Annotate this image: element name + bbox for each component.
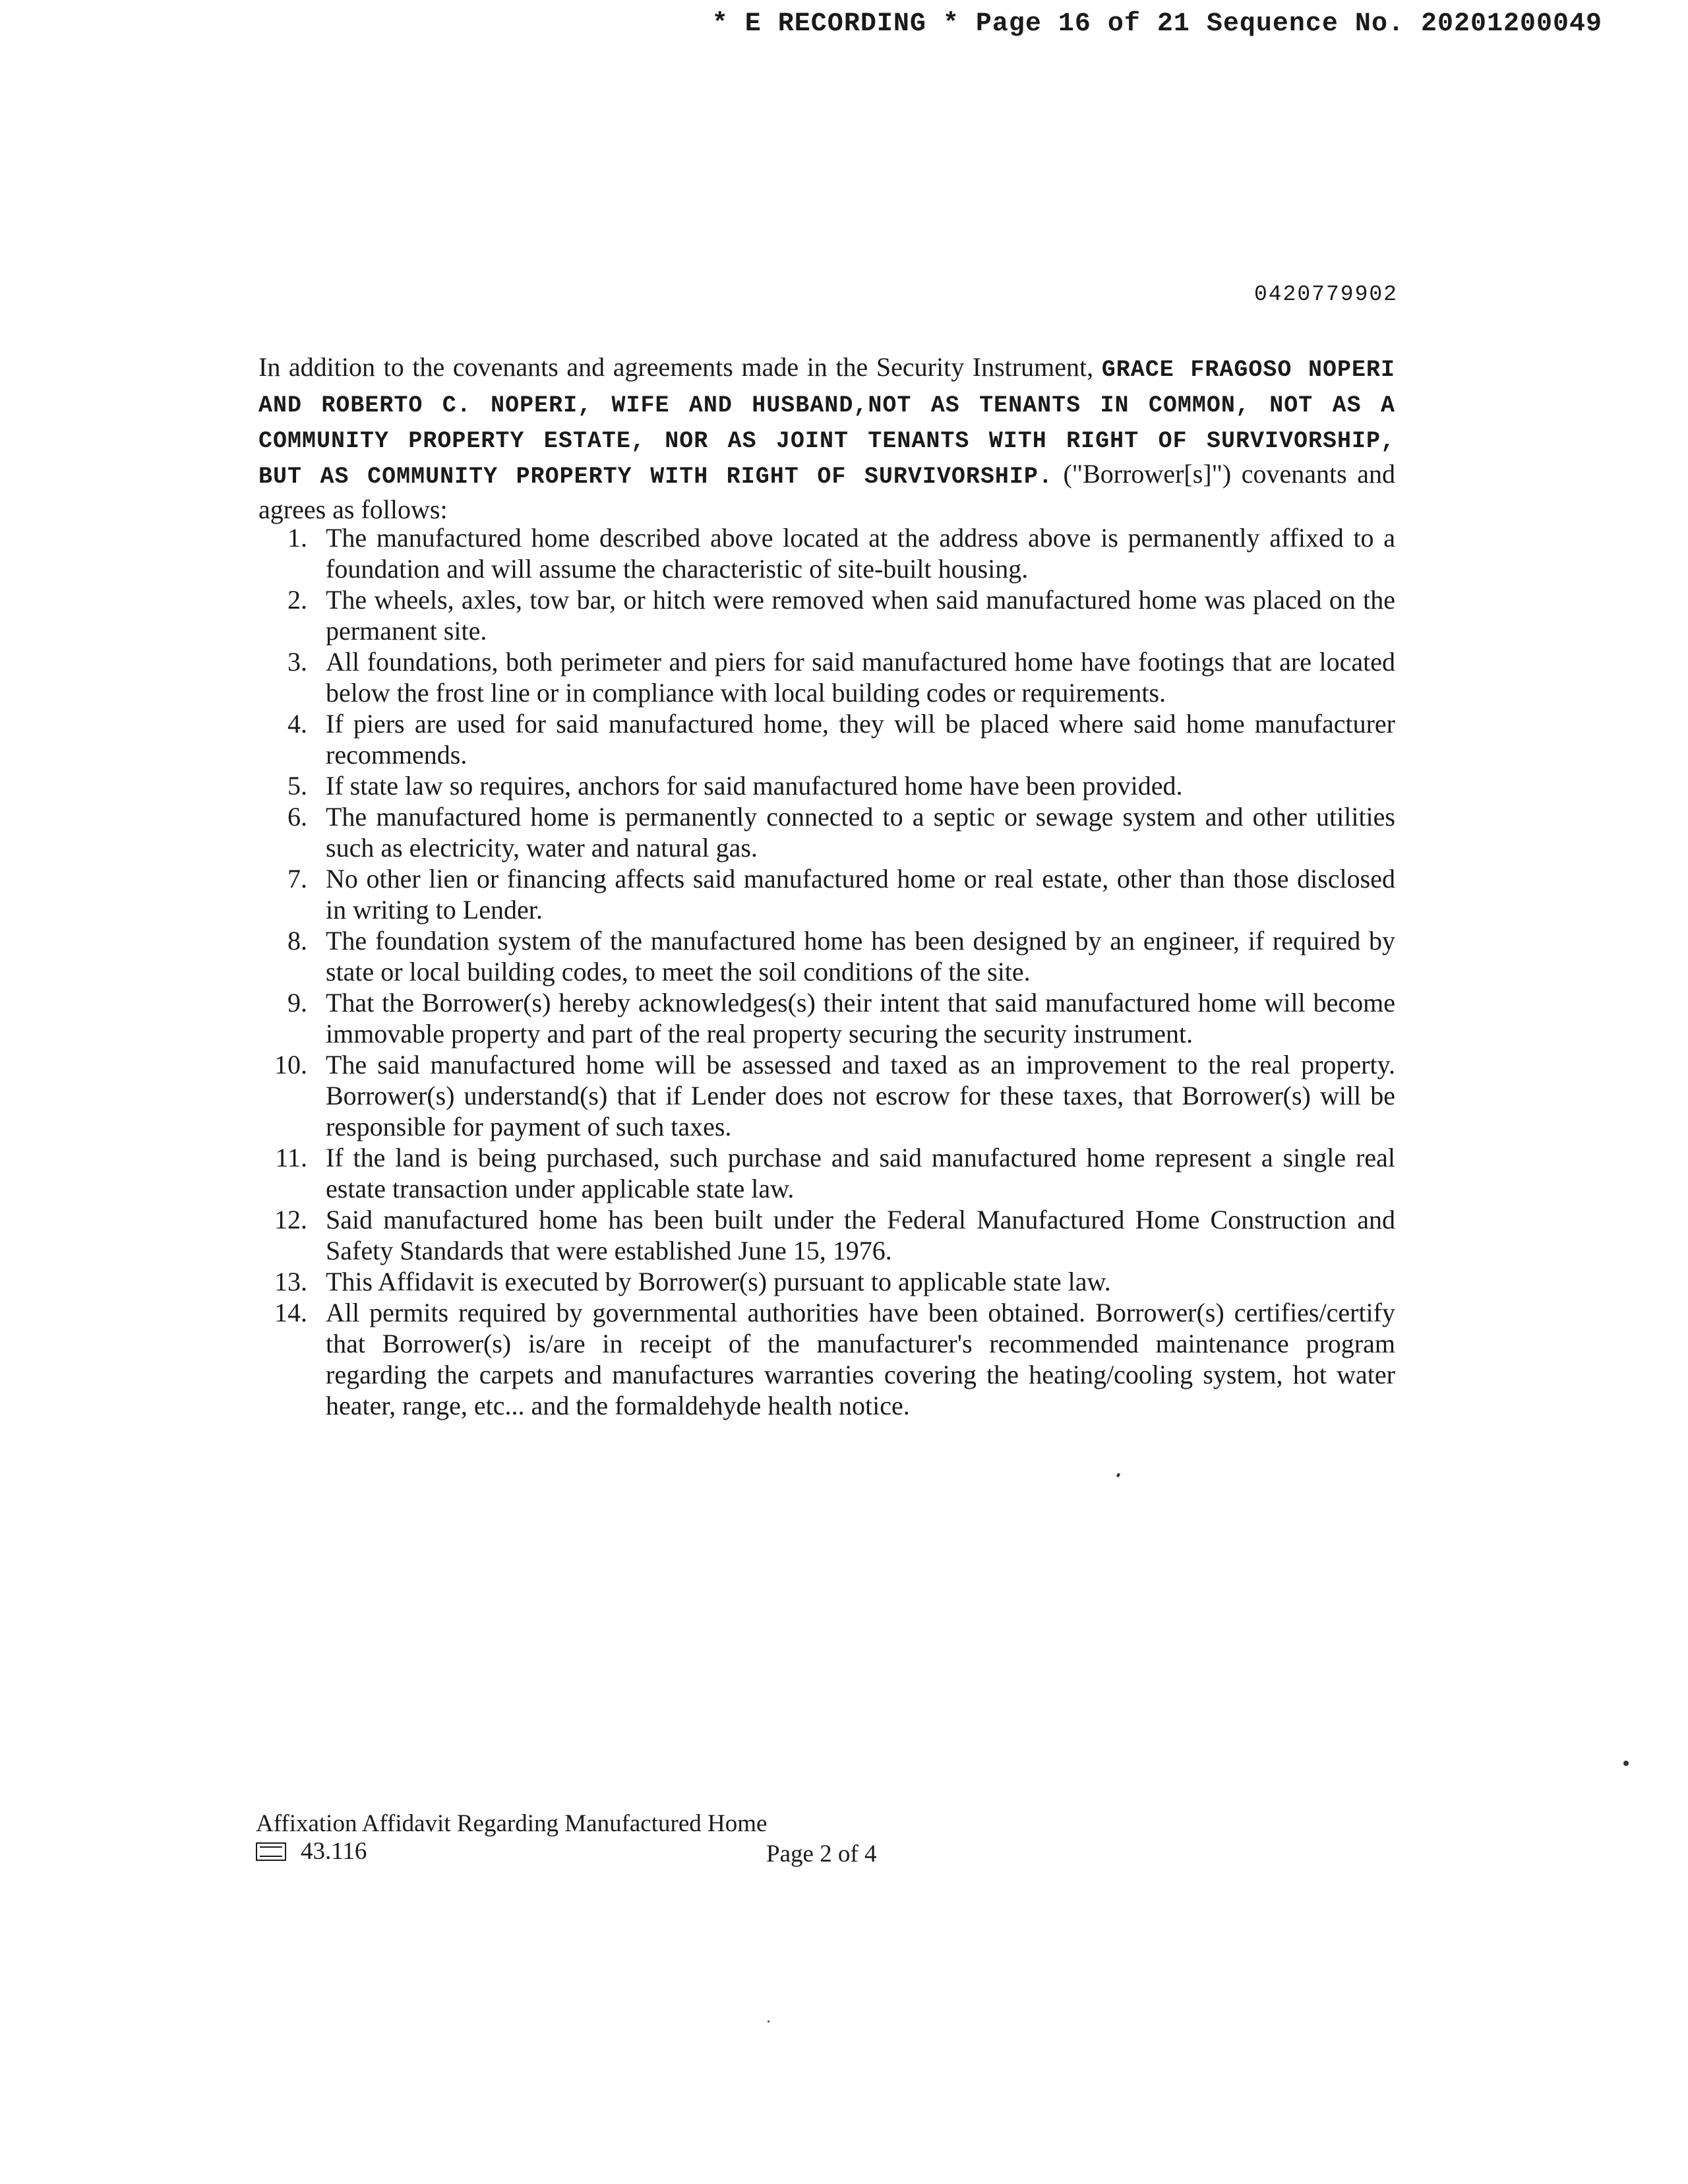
list-item bbox=[258, 522, 1395, 584]
item-text: This Affidavit is executed by Borrower(s) pursuant to applicable state law. bbox=[326, 1267, 1111, 1296]
list-item bbox=[258, 1297, 1395, 1421]
item-number: 2. bbox=[287, 585, 307, 615]
item-number: 5. bbox=[287, 771, 307, 801]
item-text: Said manufactured home has been built under the Federal Manufactured Home Construction and Safety Standards that were established June 15, 1976. bbox=[326, 1205, 1395, 1265]
covenant-list bbox=[258, 522, 1395, 1421]
list-item bbox=[258, 987, 1395, 1049]
item-number: 7. bbox=[287, 864, 307, 894]
list-item bbox=[258, 801, 1395, 863]
intro-lead: In addition to the covenants and agreements made in the Security Instrument, bbox=[258, 352, 1102, 382]
borrower-names: GRACE FRAGOSO NOPERI AND ROBERTO C. NOPERI, WIFE AND HUSBAND,NOT AS TENANTS IN COMMON, NOT AS A COMMUNITY PROPERTY ESTATE, NOR AS JOINT TENANTS WITH RIGHT OF SURVIVORSHIP, BUT AS COMMUNITY PROPERTY WITH RIGHT OF SURVIVORSHIP. bbox=[258, 357, 1396, 490]
scan-speck bbox=[1623, 1761, 1629, 1766]
scan-speck bbox=[1116, 1472, 1120, 1477]
list-item bbox=[258, 1204, 1395, 1266]
item-number: 10. bbox=[274, 1050, 307, 1079]
item-text: The manufactured home is permanently connected to a septic or sewage system and other utilities such as electricity, water and natural gas. bbox=[326, 802, 1395, 863]
item-number: 9. bbox=[287, 988, 307, 1017]
item-text: The manufactured home described above located at the address above is permanently affixed to a foundation and will assume the characteristic of site-built housing. bbox=[326, 523, 1395, 584]
item-text: That the Borrower(s) hereby acknowledges(s) their intent that said manufactured home will become immovable property and part of the real property securing the security instrument. bbox=[326, 988, 1395, 1048]
item-text: All foundations, both perimeter and piers for said manufactured home have footings that are located below the frost line or in compliance with local building codes or requirements. bbox=[326, 647, 1395, 708]
item-number: 4. bbox=[287, 709, 307, 739]
item-number: 6. bbox=[287, 802, 307, 832]
form-title: Affixation Affidavit Regarding Manufactured Home bbox=[256, 1810, 768, 1837]
item-text: If the land is being purchased, such purchase and said manufactured home represent a single real estate transaction under applicable state law. bbox=[326, 1143, 1395, 1203]
form-number: 43.116 bbox=[301, 1838, 367, 1865]
item-number: 1. bbox=[287, 523, 307, 553]
item-text: The wheels, axles, tow bar, or hitch were removed when said manufactured home was placed on the permanent site. bbox=[326, 585, 1395, 646]
intro-paragraph bbox=[258, 351, 1395, 526]
scan-speck bbox=[768, 2020, 769, 2022]
list-item bbox=[258, 863, 1395, 925]
list-item bbox=[258, 1266, 1395, 1297]
item-number: 11. bbox=[275, 1143, 307, 1172]
item-text: The said manufactured home will be assessed and taxed as an improvement to the real property. Borrower(s) understand(s) that if Lender does not escrow for these taxes, that Borrower(s) will be responsible for payment of such taxes. bbox=[326, 1050, 1395, 1141]
item-number: 12. bbox=[274, 1205, 307, 1234]
intro-tail: ("Borrower[s]") covenants and agrees as follows: bbox=[258, 459, 1396, 524]
item-number: 3. bbox=[287, 647, 307, 677]
item-number: 13. bbox=[274, 1267, 307, 1296]
list-item bbox=[258, 770, 1395, 801]
item-text: If piers are used for said manufactured home, they will be placed where said home manufacturer recommends. bbox=[326, 709, 1395, 770]
page-number: Page 2 of 4 bbox=[766, 1840, 877, 1867]
item-text: No other lien or financing affects said manufactured home or real estate, other than those disclosed in writing to Lender. bbox=[326, 864, 1395, 925]
item-text: All permits required by governmental authorities have been obtained. Borrower(s) certifies/certify that Borrower(s) is/are in receipt of the manufacturer's recommended maintenance program regarding the carpets and manufactures warranties covering the heating/cooling system, hot water heater, range, etc... and the formaldehyde health notice. bbox=[326, 1298, 1395, 1420]
list-item bbox=[258, 584, 1395, 646]
list-item bbox=[258, 1142, 1395, 1204]
recording-header: * E RECORDING * Page 16 of 21 Sequence No. 20201200049 bbox=[711, 9, 1602, 39]
loan-number: 0420779902 bbox=[1253, 282, 1398, 307]
list-item bbox=[258, 925, 1395, 987]
ellie-mae-logo-icon bbox=[256, 1842, 286, 1861]
list-item bbox=[258, 646, 1395, 708]
item-text: If state law so requires, anchors for said manufactured home have been provided. bbox=[326, 771, 1183, 801]
list-item bbox=[258, 1049, 1395, 1142]
item-number: 14. bbox=[274, 1298, 307, 1327]
form-code bbox=[256, 1837, 367, 1866]
item-text: The foundation system of the manufactured home has been designed by an engineer, if required by state or local building codes, to meet the soil conditions of the site. bbox=[326, 926, 1395, 986]
item-number: 8. bbox=[287, 926, 307, 956]
list-item bbox=[258, 708, 1395, 770]
